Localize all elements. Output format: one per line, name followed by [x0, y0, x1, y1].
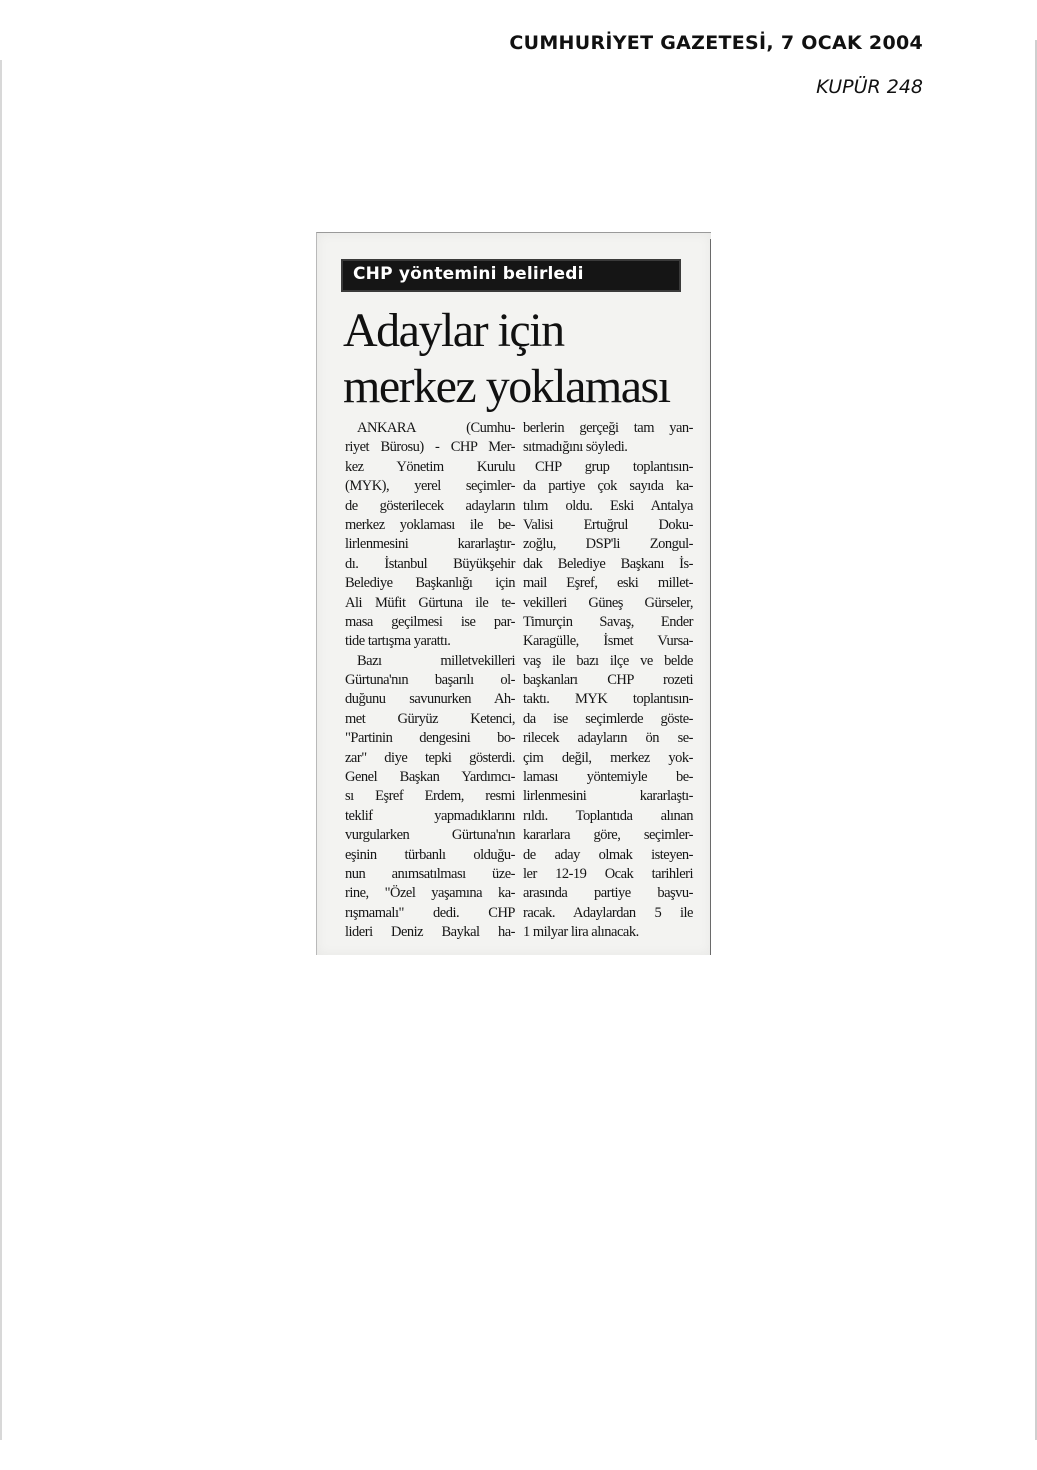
text-line: merkez yoklaması ile be-	[345, 516, 515, 533]
text-line: dı. İstanbul Büyükşehir	[345, 555, 515, 572]
text-line: Valisi Ertuğrul Doku-	[523, 516, 693, 533]
text-line: taktı. MYK toplantısın-	[523, 691, 693, 708]
text-line: sıtmadığını söyledi.	[523, 439, 628, 456]
text-line: arasında partiye başvu-	[523, 885, 693, 902]
text-line: Ali Müfit Gürtuna ile te-	[345, 594, 515, 611]
scan-edge-left	[0, 60, 2, 1440]
text-line: da ise seçimlerde göste-	[523, 710, 693, 727]
text-line: Gürtuna'nın başarılı ol-	[345, 672, 515, 689]
text-line: dak Belediye Başkanı İs-	[523, 555, 693, 572]
text-line: Karagülle, İsmet Vursa-	[523, 633, 693, 650]
text-line: ANKARA (Cumhu-	[357, 420, 515, 436]
text-line: berlerin gerçeği tam yan-	[523, 420, 693, 436]
kicker-text: CHP yöntemini belirledi	[353, 264, 584, 284]
text-line: zoğlu, DSP'li Zongul-	[523, 536, 693, 553]
text-line: nun anımsatılması üze-	[345, 865, 515, 882]
text-line: vurgularken Gürtuna'nın	[345, 827, 515, 844]
text-line: lirlenmesini kararlaştı-	[523, 788, 693, 805]
text-line: kez Yönetim Kurulu	[345, 458, 515, 475]
newspaper-name: CUMHURİYET GAZETESİ, 7 OCAK 2004	[509, 32, 923, 54]
text-line: racak. Adaylardan 5 ile	[523, 904, 693, 921]
text-line: başkanları CHP rozeti	[523, 672, 693, 689]
text-line: Timurçin Savaş, Ender	[523, 613, 693, 630]
text-line: lirlenmesini kararlaştır-	[345, 536, 515, 553]
text-line: vaş ile bazı ilçe ve belde	[523, 652, 693, 669]
kicker-banner	[341, 259, 681, 292]
text-line: laması yöntemiyle be-	[523, 769, 693, 786]
text-line: kararlara göre, seçimler-	[523, 827, 693, 844]
text-line: 1 milyar lira alınacak.	[523, 924, 639, 941]
article-column-left	[345, 419, 515, 943]
headline	[343, 303, 703, 415]
page-header	[509, 32, 923, 98]
text-line: duğunu savunurken Ah-	[345, 691, 515, 708]
text-line: rışmamalı" dedi. CHP	[345, 904, 515, 921]
text-line: çim değil, merkez yok-	[523, 749, 693, 766]
text-line: masa geçilmesi ise par-	[345, 613, 515, 630]
text-line: met Güryüz Ketenci,	[345, 710, 515, 727]
text-line: rilecek adayların ön se-	[523, 730, 693, 747]
text-line: sı Eşref Erdem, resmi	[345, 788, 515, 805]
text-line: Genel Başkan Yardımcı-	[345, 769, 515, 786]
text-line: Bazı milletvekilleri	[357, 652, 515, 669]
text-line: de aday olmak isteyen-	[523, 846, 693, 863]
text-line: vekilleri Güneş Gürseler,	[523, 594, 693, 611]
text-line: tide tartışma yarattı.	[345, 633, 451, 650]
headline-line-1: Adaylar için	[343, 304, 564, 357]
text-line: rıldı. Toplantıda alınan	[523, 807, 693, 824]
newspaper-clipping	[316, 232, 711, 955]
text-line: teklif yapmadıklarını	[345, 807, 515, 824]
text-line: (MYK), yerel seçimler-	[345, 478, 515, 495]
clip-number: KUPÜR 248	[816, 76, 923, 98]
text-line: Belediye Başkanlığı için	[345, 575, 515, 592]
text-line: da partiye çok sayıda ka-	[523, 478, 693, 495]
text-line: ler 12-19 Ocak tarihleri	[523, 865, 693, 882]
article-column-right	[523, 419, 693, 943]
text-line: lideri Deniz Baykal ha-	[345, 924, 515, 941]
text-line: "Partinin dengesini bo-	[345, 730, 515, 747]
text-line: riyet Bürosu) - CHP Mer-	[345, 439, 515, 456]
clipping-edge	[710, 239, 711, 955]
text-line: mail Eşref, eski millet-	[523, 575, 693, 592]
text-line: CHP grup toplantısın-	[535, 458, 693, 475]
text-line: eşinin türbanlı olduğu-	[345, 846, 515, 863]
text-line: zar" diye tepki gösterdi.	[345, 749, 515, 766]
text-line: de gösterilecek adayların	[345, 497, 515, 514]
headline-line-2: merkez yoklaması	[343, 360, 670, 413]
text-line: tılım oldu. Eski Antalya	[523, 497, 693, 514]
text-line: rine, "Özel yaşamına ka-	[345, 885, 515, 902]
